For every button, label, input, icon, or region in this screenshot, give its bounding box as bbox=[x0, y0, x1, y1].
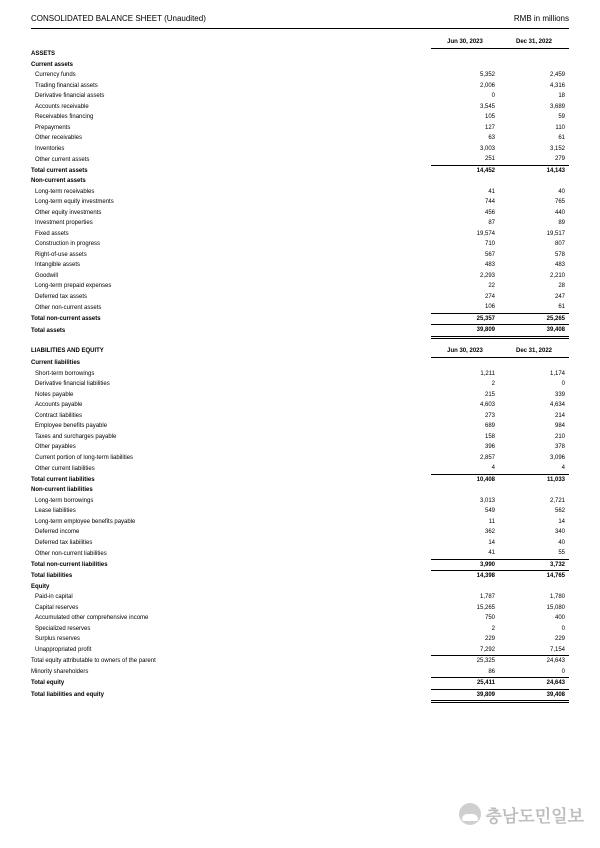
table-row bbox=[31, 292, 569, 303]
row-label: Other payables bbox=[35, 444, 76, 451]
table-row bbox=[31, 197, 569, 208]
value-current: 11 bbox=[488, 518, 495, 525]
value-current: 3,003 bbox=[479, 145, 495, 152]
value-current: 25,325 bbox=[476, 658, 495, 665]
value-current: 19,574 bbox=[476, 230, 495, 237]
row-label: Minority shareholders bbox=[31, 669, 89, 675]
value-current: 1,211 bbox=[480, 370, 495, 377]
value-current: 15,265 bbox=[476, 604, 495, 611]
current-assets-rows bbox=[31, 70, 569, 165]
value-prior: 89 bbox=[558, 220, 565, 227]
document-title: CONSOLIDATED BALANCE SHEET (Unaudited) bbox=[31, 14, 206, 23]
value-current: 274 bbox=[484, 293, 495, 300]
value-current: 273 bbox=[484, 412, 495, 419]
table-row bbox=[31, 187, 569, 198]
row-label: Total non-current liabilities bbox=[31, 561, 108, 568]
value-current: 3,545 bbox=[479, 103, 495, 110]
value-current: 710 bbox=[484, 241, 495, 248]
value-prior: 340 bbox=[554, 529, 565, 536]
value-current: 7,292 bbox=[431, 645, 499, 656]
row-label: Derivative financial assets bbox=[35, 93, 105, 100]
equity-rows bbox=[31, 592, 569, 656]
table-row bbox=[31, 239, 569, 250]
value-current: 2,293 bbox=[479, 272, 495, 279]
subsection-title-current-assets: Current assets bbox=[31, 61, 74, 68]
value-prior: 1,780 bbox=[549, 594, 565, 601]
value-prior: 3,096 bbox=[549, 454, 565, 461]
value-prior: 40 bbox=[558, 539, 565, 546]
row-label: Derivative financial liabilities bbox=[35, 381, 110, 388]
total-assets bbox=[31, 325, 569, 338]
value-prior: 110 bbox=[555, 124, 565, 131]
subsection-title-equity: Equity bbox=[31, 583, 50, 590]
table-row bbox=[31, 260, 569, 271]
value-current: 3,990 bbox=[431, 559, 499, 571]
table-row bbox=[31, 229, 569, 240]
row-label: Total current assets bbox=[31, 167, 88, 174]
value-current: 39,809 bbox=[431, 325, 499, 338]
table-row bbox=[31, 379, 569, 390]
row-label: Other current liabilities bbox=[35, 465, 95, 472]
watermark-text: 충남도민일보 bbox=[485, 806, 584, 827]
row-label: Contract liabilities bbox=[35, 412, 83, 419]
subsection-title-current-liabilities: Current liabilities bbox=[31, 360, 81, 366]
row-label: Other receivables bbox=[35, 135, 83, 142]
table-row bbox=[31, 453, 569, 464]
value-current: 483 bbox=[484, 262, 495, 269]
row-label: Prepayments bbox=[35, 124, 71, 131]
row-label: Other non-current assets bbox=[35, 304, 102, 311]
row-label: Deferred tax assets bbox=[35, 293, 88, 300]
table-row bbox=[31, 70, 569, 81]
value-current: 14,452 bbox=[476, 167, 495, 174]
row-label: Other equity investments bbox=[35, 209, 102, 216]
value-current: 25,357 bbox=[431, 313, 499, 325]
value-prior: 11,033 bbox=[546, 476, 565, 483]
table-row bbox=[31, 123, 569, 134]
table-row bbox=[31, 548, 569, 559]
row-label: Employee benefits payable bbox=[35, 423, 108, 430]
value-prior: 3,732 bbox=[499, 559, 569, 571]
value-prior: 4,316 bbox=[549, 82, 565, 89]
row-label: Intangible assets bbox=[35, 262, 81, 269]
newspaper-logo-icon bbox=[459, 803, 481, 825]
value-current: 4 bbox=[431, 463, 499, 474]
row-label: Goodwill bbox=[35, 272, 59, 279]
noncurrent-assets-rows bbox=[31, 187, 569, 314]
table-row bbox=[31, 474, 569, 485]
value-current: 14 bbox=[488, 539, 495, 546]
table-row bbox=[31, 656, 569, 667]
row-label: Trading financial assets bbox=[35, 82, 98, 89]
row-label: Deferred tax liabilities bbox=[35, 539, 93, 546]
value-prior: 4 bbox=[499, 463, 569, 474]
row-label: Long-term borrowings bbox=[35, 497, 94, 504]
table-row bbox=[31, 400, 569, 411]
value-prior: 247 bbox=[554, 293, 565, 300]
value-prior: 0 bbox=[561, 625, 565, 632]
value-current: 396 bbox=[484, 444, 495, 451]
value-prior: 562 bbox=[554, 508, 565, 515]
row-label: Taxes and surcharges payable bbox=[35, 433, 117, 440]
row-label: Construction in progress bbox=[35, 241, 101, 248]
total-equity bbox=[31, 678, 569, 690]
value-prior: 279 bbox=[499, 154, 569, 165]
value-current: 567 bbox=[484, 251, 495, 258]
total-current-assets bbox=[31, 165, 569, 176]
table-row bbox=[31, 517, 569, 528]
section-title-liabilities: LIABILITIES AND EQUITY bbox=[31, 348, 104, 355]
value-current: 362 bbox=[484, 529, 495, 536]
row-label: Accounts receivable bbox=[35, 103, 89, 110]
value-prior: 24,643 bbox=[499, 678, 569, 690]
value-prior: 483 bbox=[554, 262, 565, 269]
value-prior: 25,265 bbox=[499, 313, 569, 325]
value-current: 22 bbox=[488, 283, 495, 290]
row-label: Total current liabilities bbox=[31, 476, 95, 483]
value-prior: 339 bbox=[554, 391, 565, 398]
row-label: Long-term receivables bbox=[35, 188, 95, 195]
table-row bbox=[31, 603, 569, 614]
value-prior: 24,643 bbox=[546, 658, 565, 665]
row-label: Capital reserves bbox=[35, 604, 79, 611]
value-prior: 39,408 bbox=[499, 689, 569, 702]
table-row bbox=[31, 390, 569, 401]
row-label: Unappropriated profit bbox=[35, 647, 92, 653]
row-label: Long-term equity investments bbox=[35, 199, 114, 206]
row-label: Current portion of long-term liabilities bbox=[35, 454, 134, 461]
column-header-current: Jun 30, 2023 bbox=[431, 345, 499, 358]
value-prior: 59 bbox=[558, 114, 565, 121]
value-prior: 0 bbox=[499, 667, 569, 678]
row-label: Accumulated other comprehensive income bbox=[35, 615, 149, 622]
table-row bbox=[31, 369, 569, 380]
row-label: Deferred income bbox=[35, 529, 80, 536]
subsection-title-noncurrent-assets: Non-current assets bbox=[31, 178, 86, 185]
total-noncurrent-assets bbox=[31, 313, 569, 325]
value-prior: 440 bbox=[554, 209, 565, 216]
value-current: 10,408 bbox=[476, 476, 495, 483]
value-current: 0 bbox=[491, 93, 495, 100]
value-prior: 61 bbox=[558, 135, 565, 142]
total-liabilities bbox=[31, 571, 569, 582]
value-current: 2 bbox=[491, 625, 495, 632]
value-current: 2 bbox=[491, 381, 495, 388]
table-row bbox=[31, 165, 569, 176]
row-label: Total liabilities bbox=[31, 573, 73, 579]
table-row bbox=[31, 613, 569, 624]
table-row bbox=[31, 208, 569, 219]
assets-table bbox=[31, 36, 569, 339]
value-prior: 2,210 bbox=[549, 272, 565, 279]
column-header-prior: Dec 31, 2022 bbox=[499, 345, 569, 358]
table-row bbox=[31, 102, 569, 113]
row-label: Total non-current assets bbox=[31, 315, 101, 322]
table-row bbox=[31, 91, 569, 102]
table-row bbox=[31, 559, 569, 571]
total-noncurrent-liabilities bbox=[31, 559, 569, 571]
row-label: Receivables financing bbox=[35, 114, 94, 121]
table-row bbox=[31, 154, 569, 165]
value-prior: 378 bbox=[554, 444, 565, 451]
liabilities-equity-table bbox=[31, 345, 569, 703]
value-prior: 3,689 bbox=[549, 103, 565, 110]
document-header bbox=[31, 14, 569, 29]
table-row bbox=[31, 302, 569, 313]
row-label: Fixed assets bbox=[35, 230, 69, 237]
value-current: 127 bbox=[484, 124, 495, 131]
table-row bbox=[31, 250, 569, 261]
table-row bbox=[31, 689, 569, 702]
row-label: Total equity bbox=[31, 680, 65, 687]
table-row bbox=[31, 645, 569, 656]
value-prior: 18 bbox=[558, 93, 565, 100]
value-current: 105 bbox=[484, 114, 495, 121]
value-prior: 55 bbox=[499, 548, 569, 559]
value-prior: 2,721 bbox=[549, 497, 565, 504]
current-liabilities-rows bbox=[31, 369, 569, 475]
value-current: 63 bbox=[488, 135, 495, 142]
value-current: 1,787 bbox=[479, 594, 495, 601]
table-row bbox=[31, 432, 569, 443]
value-prior: 984 bbox=[554, 423, 565, 430]
value-prior: 40 bbox=[558, 188, 565, 195]
row-label: Short-term borrowings bbox=[35, 370, 95, 377]
table-row bbox=[31, 144, 569, 155]
table-row bbox=[31, 271, 569, 282]
row-label: Lease liabilities bbox=[35, 508, 76, 515]
row-label: Total assets bbox=[31, 327, 66, 334]
newspaper-watermark bbox=[459, 802, 584, 826]
section-title-assets: ASSETS bbox=[31, 51, 56, 57]
value-current: 41 bbox=[431, 548, 499, 559]
table-row bbox=[31, 592, 569, 603]
table-row bbox=[31, 133, 569, 144]
table-row bbox=[31, 538, 569, 549]
value-prior: 578 bbox=[554, 251, 565, 258]
table-row bbox=[31, 624, 569, 635]
table-row bbox=[31, 325, 569, 338]
table-row bbox=[31, 571, 569, 582]
row-label: Total liabilities and equity bbox=[31, 692, 104, 699]
value-prior: 7,154 bbox=[499, 645, 569, 656]
row-label: Paid-in capital bbox=[35, 594, 73, 601]
value-prior: 3,152 bbox=[549, 145, 565, 152]
currency-unit: RMB in millions bbox=[513, 14, 569, 23]
minority-shareholders-row bbox=[31, 667, 569, 678]
value-current: 158 bbox=[484, 433, 495, 440]
value-current: 744 bbox=[484, 199, 495, 206]
value-prior: 214 bbox=[554, 412, 565, 419]
value-prior: 2,459 bbox=[549, 72, 565, 79]
subsection-title-noncurrent-liabilities: Non-current liabilities bbox=[31, 487, 93, 494]
value-prior: 400 bbox=[554, 615, 565, 622]
row-label: Specialized reserves bbox=[35, 625, 91, 632]
table-row bbox=[31, 463, 569, 474]
value-current: 549 bbox=[484, 508, 495, 515]
column-header-current: Jun 30, 2023 bbox=[431, 36, 499, 49]
equity-attributable-row bbox=[31, 656, 569, 667]
value-prior: 15,080 bbox=[546, 604, 565, 611]
table-row bbox=[31, 313, 569, 325]
value-current: 5,352 bbox=[479, 72, 495, 79]
value-current: 4,603 bbox=[479, 402, 495, 409]
row-label: Other non-current liabilities bbox=[35, 550, 107, 557]
table-row bbox=[31, 506, 569, 517]
value-current: 2,857 bbox=[479, 454, 495, 461]
value-current: 86 bbox=[431, 667, 499, 678]
value-prior: 0 bbox=[561, 381, 565, 388]
value-current: 251 bbox=[431, 154, 499, 165]
value-prior: 1,174 bbox=[549, 370, 565, 377]
table-row bbox=[31, 218, 569, 229]
table-row bbox=[31, 81, 569, 92]
value-prior: 765 bbox=[554, 199, 565, 206]
table-row bbox=[31, 667, 569, 678]
table-row bbox=[31, 442, 569, 453]
value-prior: 229 bbox=[554, 636, 565, 643]
value-current: 106 bbox=[431, 302, 499, 313]
total-current-liabilities bbox=[31, 474, 569, 485]
value-current: 750 bbox=[484, 615, 495, 622]
value-current: 456 bbox=[484, 209, 495, 216]
value-current: 3,013 bbox=[479, 497, 495, 504]
table-row bbox=[31, 411, 569, 422]
value-prior: 14 bbox=[558, 518, 565, 525]
row-label: Investment properties bbox=[35, 220, 93, 227]
table-row bbox=[31, 112, 569, 123]
value-current: 215 bbox=[484, 391, 495, 398]
row-label: Other current assets bbox=[35, 156, 90, 163]
row-label: Surplus reserves bbox=[35, 636, 81, 643]
value-current: 2,006 bbox=[479, 82, 495, 89]
value-current: 14,398 bbox=[476, 573, 495, 580]
value-current: 39,809 bbox=[431, 689, 499, 702]
row-label: Long-term employee benefits payable bbox=[35, 518, 136, 525]
noncurrent-liabilities-rows bbox=[31, 496, 569, 560]
value-prior: 61 bbox=[499, 302, 569, 313]
row-label: Right-of-use assets bbox=[35, 251, 87, 258]
column-header-row bbox=[31, 345, 569, 358]
table-row bbox=[31, 421, 569, 432]
value-prior: 14,765 bbox=[546, 573, 565, 580]
table-row bbox=[31, 281, 569, 292]
value-current: 41 bbox=[488, 188, 495, 195]
column-header-prior: Dec 31, 2022 bbox=[499, 36, 569, 49]
row-label: Notes payable bbox=[35, 391, 74, 398]
value-prior: 4,634 bbox=[549, 402, 565, 409]
value-current: 25,411 bbox=[431, 678, 499, 690]
row-label: Inventories bbox=[35, 145, 65, 152]
table-row bbox=[31, 678, 569, 690]
row-label: Accounts payable bbox=[35, 402, 83, 409]
table-row bbox=[31, 496, 569, 507]
value-current: 689 bbox=[484, 423, 495, 430]
value-prior: 28 bbox=[558, 283, 565, 290]
column-header-row bbox=[31, 36, 569, 49]
value-prior: 807 bbox=[554, 241, 565, 248]
value-prior: 39,408 bbox=[499, 325, 569, 338]
value-current: 87 bbox=[488, 220, 495, 227]
table-row bbox=[31, 634, 569, 645]
value-prior: 210 bbox=[554, 433, 565, 440]
value-prior: 14,143 bbox=[546, 167, 565, 174]
table-row bbox=[31, 527, 569, 538]
row-label: Long-term prepaid expenses bbox=[35, 283, 112, 290]
value-prior: 19,517 bbox=[546, 230, 565, 237]
row-label: Currency funds bbox=[35, 72, 76, 79]
total-liabilities-and-equity bbox=[31, 689, 569, 702]
row-label: Total equity attributable to owners of the parent bbox=[31, 658, 156, 664]
value-current: 229 bbox=[484, 636, 495, 643]
